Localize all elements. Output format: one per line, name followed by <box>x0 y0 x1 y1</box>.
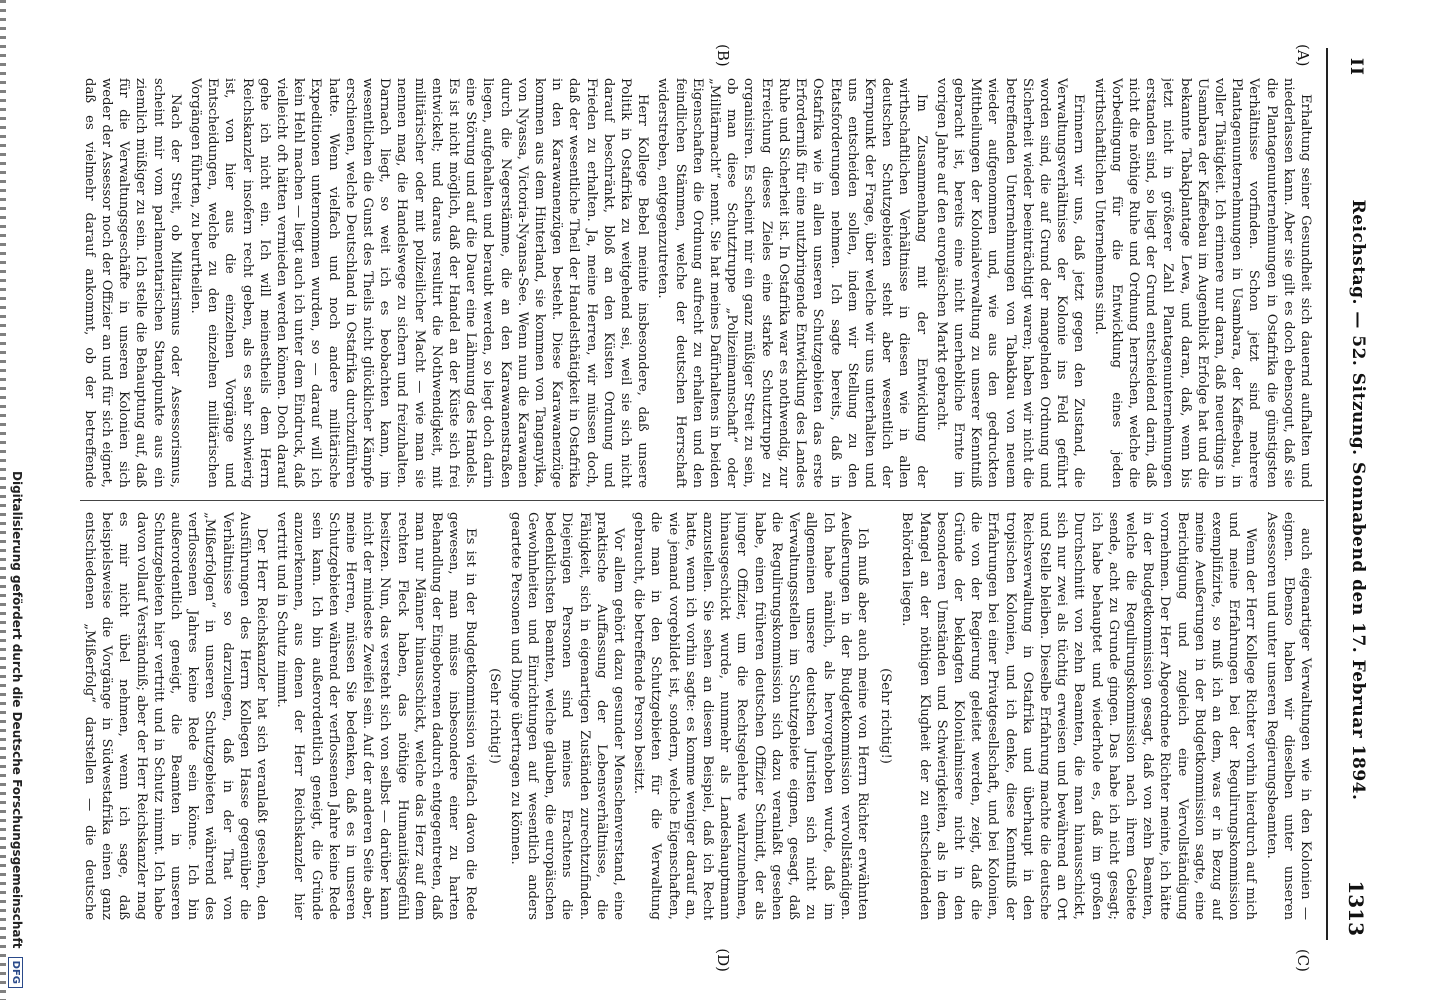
page-header <box>1336 40 1372 960</box>
left-text-column <box>80 78 1314 488</box>
left-page-number: II <box>1346 58 1366 76</box>
right-text-column <box>80 512 1314 920</box>
paragraph: Wenn der Herr Kollege Richter vorhin hierdurch auf mich und meine Erfahrungen bei der Regulirungskommission exemplifizirte, so muß ich an dem, was er in Bezug auf meine Aeußerungen in der Budgetkommission sagte, eine Berichtigung und zugleich eine Vervollständigung vornehmen. Der Herr Abgeordnete Richter meinte, ich hätte in der Budgetkommission gesagt, daß von zehn Beamten, welche die Regulirungskommission nach ihrem Gebiete sende, acht zu Grunde gingen. Das habe ich nicht gesagt; ich habe behauptet und wiederhole es, daß im großen Durchschnitt von zehn Beamten, die man hinausschickt, sich nur zwei als tüchtig erweisen und bewährend an Ort und Stelle bleiben. Dieselbe Erfahrung machte die deutsche Reichsverwaltung in Ostafrika und überhaupt in den tropischen Kolonien, und ich denke, diese Kenntniß der Erfahrungen bei einer Privatgesellschaft, und bei Kolonien, die von der Regierung geleitet werden, zeigt, daß die Gründe der beklagten Kolonialmisere nicht in den besonderen Umständen und Schwierigkeiten, als in dem Mangel an der nöthigen Klugheit der zu entscheidenden Behörden liegen. <box>899 512 1259 920</box>
paragraph: auch eigenartiger Verwaltungen wie in den Kolonien — eignen. Ebenso haben wir dieselben unter unseren Assessoren und unter unseren Regierungsbeamten. <box>1263 512 1313 920</box>
paragraph: Erhaltung seiner Gesundheit sich dauernd aufhalten und niederlassen kann. Aber sie gilt es doch ebensogut, daß sie die Plantagenunternehmungen in Ostafrika die günstigsten Verhältnisse vorfinden. Schon jetzt sind mehrere Plantagenunternehmungen in Usambara, der Kaffeebau, in voller Thätigkeit. Ich erinnere nur daran, daß neuerdings in Usambara der Kaffeebau im Augenblick Erfolge hat und die bekannte Tabakplantage Lewa, und daran, daß, wenn bis jetzt nicht in größerer Zahl Plantagenunternehmungen erstanden sind, so liegt der Grund entscheidend darin, daß nicht die nöthige Ruhe und Ordnung herrschen, welche die Vorbedingung für die Entwicklung eines jeden wirthschaftlichen Unternehmens sind. <box>1091 78 1313 488</box>
scan-edge-marks <box>0 0 6 1000</box>
margin-marker-d: (D) <box>714 948 732 972</box>
margin-marker-b: (B) <box>714 44 732 67</box>
interjection: (Sehr richtig!) <box>878 668 894 764</box>
paragraph: Ich muß aber auch meine von Herrn Richter erwähnten Aeußerungen in der Budgetkommission vervollständigen. Ich habe nämlich, als hervorgehoben wurde, daß im allgemeinen unsere deutschen Juristen sich nicht zu Verwaltungsstellen im Schutzgebiete eignen, gesagt, daß die Regulirungskommission sich dazu veranlaßt gesehen habe, einen früheren deutschen Offizier Schmidt, der als junger Offizier, um die Rechtsgelehrte wahrzunehmen, hinausgeschickt wurde, nunmehr als Landeshauptmann anzustellen. Sie sehen an diesem Beispiel, daß ich Recht hatte, wenn ich vorhin sagte: es komme weniger darauf an, wie jemand vorgebildet ist, sondern, welche Eigenschaften, die man in den Schutzgebieten für die Verwaltung gebraucht, die betreffende Person besitzt. <box>631 512 870 920</box>
paragraph: Herr Kollege Bebel meinte insbesondere, daß unsere Politik in Ostafrika zu weitgehend sei, weil sie sich nicht darauf beschränkt, bloß an den Küsten Ordnung und Frieden zu erhalten. Ja, meine Herren, wir müssen doch, daß der wesentliche Theil der Handelsthätigkeit in Ostafrika in den Karawanenzügen besteht. Diese Karawanenzüge kommen aus dem Hinterland, sie kommen von Tanganyika, von Nyassa, Victoria-Nyansa-See. Wenn nun die Karawanen durch die Negerstämme, die an den Karawanenstraßen liegen, aufgehalten und beraubt werden, so liegt doch darin eine Störung und auf die Dauer eine Lähmung des Handels. Es ist nicht möglich, daß der Handel an der Küste sich frei entwickelt; und daraus resultirt die Nothwendigkeit, mit militärischer oder mit polizeilicher Macht — wie man sie nennen mag, die Handelswege zu sichern und freizuhalten. Darnach liegt, so weit ich es beobachten kann, im wesentlichen die Gunst des Theils nicht glücklicher Kämpfe erschienen, welche Deutschland in Ostafrika durchzuführen hatte. Wenn vielfach und noch andere militärische Expeditionen unternommen wurden, so — darauf will ich kein Hehl machen — liegt auch ich unter dem Eindruck, daß vielleicht oft hätten vermieden werden können. Doch darauf gehe ich nicht ein. Ich will meinestheils dem Herrn Reichskanzler insofern recht geben, als es sehr schwierig ist, von hier aus die einzelnen Vorgänge und Entscheidungen, welche zu den einzelnen militärischen Vorgängen führten, zu beurtheilen. <box>188 78 651 488</box>
paragraph: Es ist in der Budgetkommission vielfach davon die Rede gewesen, man müsse insbesondere einer zu harten Behandlung der Eingeborenen dadurch entgegentreten, daß man nur Männer hinausschickt, welche das Herz auf dem rechten Fleck haben, das nöthige Humanitätsgefühl besitzen. Nun, das versteht sich von selbst — darüber kann nicht der mindeste Zweifel sein. Auf der anderen Seite aber, meine Herren, müssen Sie bedenken, daß es in unseren Schutzgebieten während der verflossenen Jahre keine Rede sein kann. Ich bin außerordentlich geneigt, die Gründe anzuerkennen, aus denen der Herr Reichskanzler hier vertritt und in Schutz nimmt. <box>274 512 479 920</box>
margin-marker-c: (C) <box>1294 948 1312 972</box>
paragraph: Nach der Streit, ob Militarismus oder Assessorismus, scheint mir vom parlamentarischen Standpunkte aus ein ziemlich müßiger zu sein. Ich stelle die Behauptung auf, daß für die Verwaltungsgeschäfte in unseren Kolonien sich weder der Assessor noch der Offizier an und für sich eignet, daß es vielmehr darauf ankommt, ob der betreffende <box>81 78 183 488</box>
paragraph: Der Herr Reichskanzler hat sich veranlaßt gesehen, den Ausführungen des Herrn Kollegen Hasse gegenüber die Verhältnisse so darzulegen, daß in der That von „Mißerfolgen“ in unseren Schutzgebieten während des verflossenen Jahres keine Rede sein könne. Ich bin außerordentlich geneigt, die Beamten in unseren Schutzgebieten hier vertritt und in Schutz nimmt. Ich habe davon vollauf Verständniß; aber der Herr Reichskanzler mag es mir nicht übel nehmen, wenn ich sage, daß beispielsweise die Vorgänge in Südwestafrika einen ganz entschiedenen „Mißerfolg“ darstellen — die deutsche <box>81 512 270 920</box>
digitization-credit <box>8 0 24 1000</box>
right-page-number: 1313 <box>1344 880 1368 936</box>
paragraph: Vor allem gehört dazu gesunder Menschenverstand, eine praktische Auffassung der Lebensverhältnisse, die Fähigkeit, sich in eigenartigen Zuständen zurechtzufinden. Diejenigen Personen sind meines Erachtens die bedenklichsten Beamten, welche glauben, die europäischen Gewohnheiten und Einrichtungen auf wesentlich anders geartete Personen und Dinge übertragen zu können. <box>507 512 627 920</box>
margin-marker-a: (A) <box>1294 44 1312 67</box>
header-rule <box>1326 48 1328 940</box>
interjection: (Sehr richtig!) <box>486 668 502 764</box>
dfg-logo: DFG <box>8 957 23 988</box>
column-divider <box>80 500 1324 501</box>
paragraph: Erinnern wir uns, daß jetzt gegen den Zustand, die Verwaltungsverhältnisse der Kolonie ins Feld geführt worden sind, die auf Grund der mangelnden Ordnung und Sicherheit wieder beeinträchtigt waren; haben wir nicht die betreffenden Unternehmungen von Tabakbau von neuem wieder aufgenommen und, wie aus den gedruckten Mittheilungen der Kolonialverwaltung zu unserer Kenntniß gebracht ist, bereits eine nicht unerhebliche Ernte im vorigen Jahre auf den europäischen Markt gebracht. <box>933 78 1087 488</box>
credit-text: Digitalisierung gefördert durch die Deutsche Forschungsgemeinschaft <box>10 471 24 949</box>
page-title: Reichstag. — 52. Sitzung. Sonnabend den 17. Februar 1894. <box>1348 199 1368 801</box>
paragraph: Im Zusammenhang mit der Entwicklung der wirthschaftlichen Verhältnisse in diesen wie in allen deutschen Schutzgebieten steht aber wesentlich der Kernpunkt der Frage, über welche wir uns unterhalten und uns entscheiden sollen, indem wir Stellung zu den Etatsforderungen nehmen. Ich sagte bereits, daß in Ostafrika wie in allen unseren Schutzgebieten das erste Erforderniß für eine nutzbringende Entwicklung des Landes Ruhe und Sicherheit ist. In Ostafrika war es nothwendig, zur Erreichung dieses Zieles eine starke Schutztruppe zu organisiren. Es scheint mir ein ganz müßiger Streit zu sein, ob man diese Schutztruppe „Polizeimannschaft“ oder „Militärmacht“ nennt. Sie hat meines Dafürhaltens in beiden Eigenschaften die Ordnung aufrecht zu erhalten und den feindlichen Stämmen, welche der deutschen Herrschaft widerstreben, entgegenzutreten. <box>655 78 929 488</box>
